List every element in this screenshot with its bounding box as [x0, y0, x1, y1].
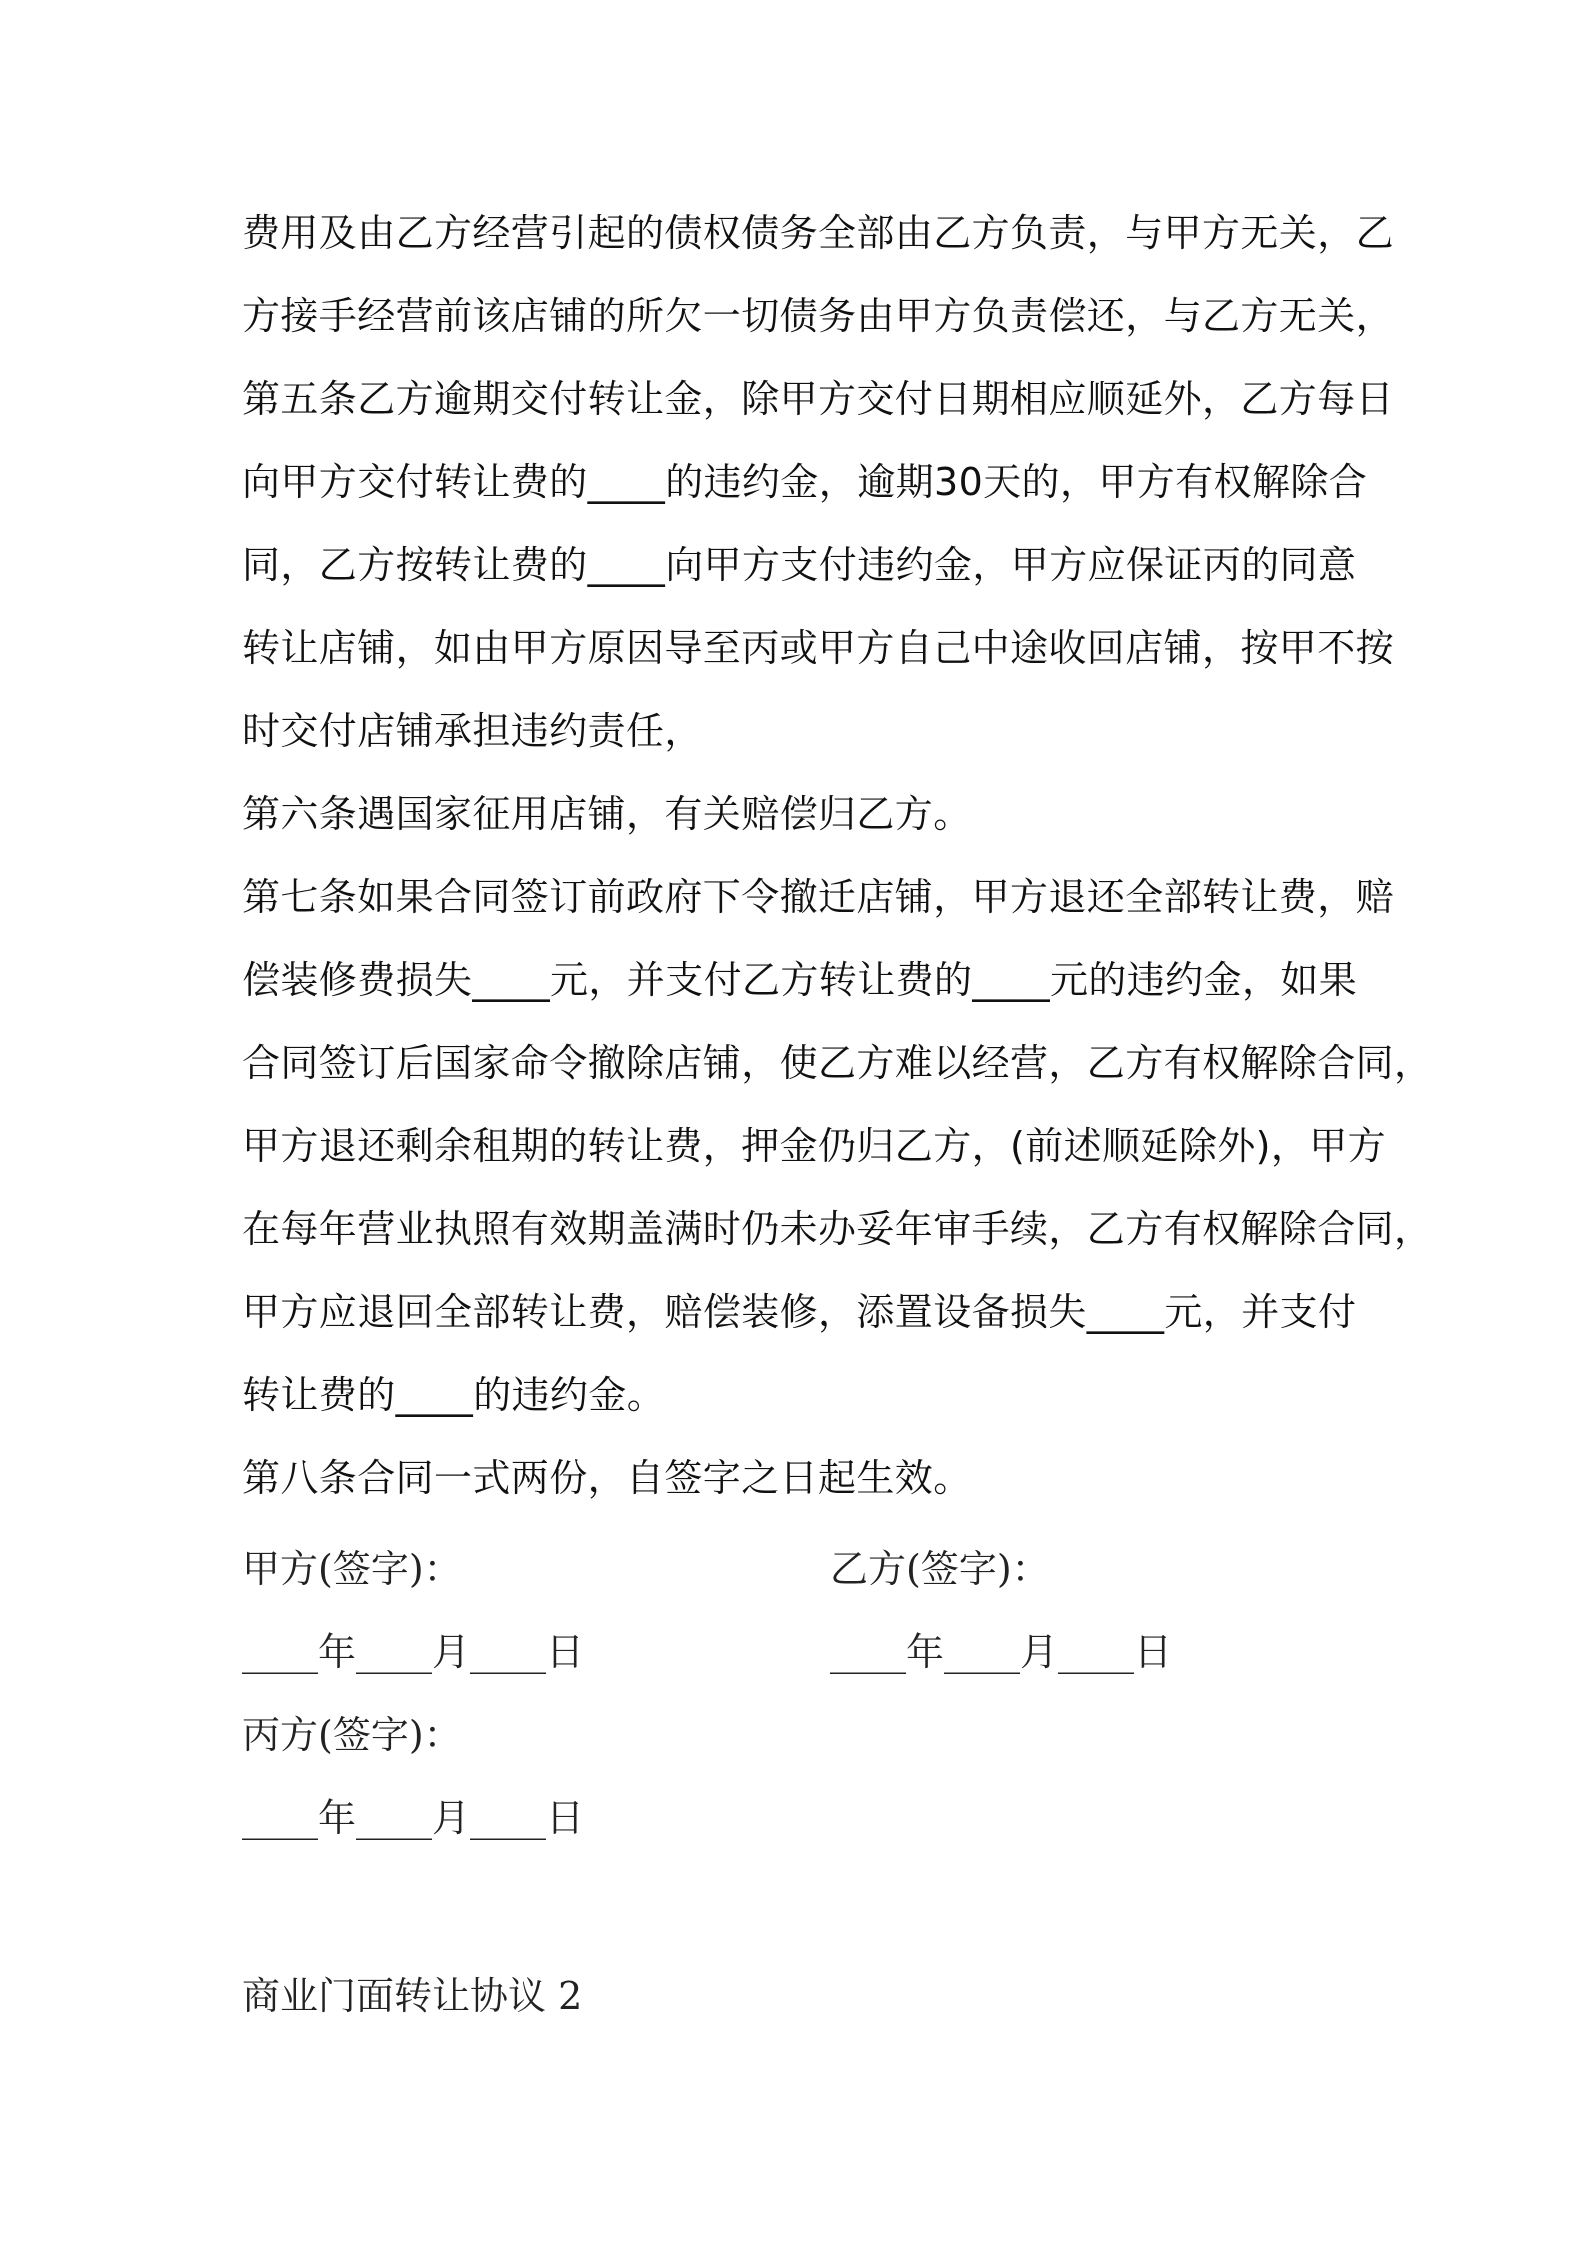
party-a-date: ____年____月____日: [242, 1630, 585, 1674]
body-line: 在每年营业执照有效期盖满时仍未办妥年审手续，乙方有权解除合同，: [242, 1207, 1433, 1251]
body-line: 向甲方交付转让费的____的违约金，逾期30天的，甲方有权解除合: [242, 460, 1368, 504]
party-a-signature-label: 甲方(签字)：: [242, 1547, 462, 1591]
party-b-date: ____年____月____日: [830, 1630, 1173, 1674]
body-line: 费用及由乙方经营引起的债权债务全部由乙方负责，与甲方无关，乙: [242, 211, 1395, 255]
body-line: 偿装修费损失____元，并支付乙方转让费的____元的违约金，如果: [242, 958, 1358, 1002]
clause-6: 第六条遇国家征用店铺，有关赔偿归乙方。: [242, 792, 972, 836]
next-document-title: 商业门面转让协议 2: [242, 1974, 583, 2018]
contract-body: [242, 192, 1433, 1520]
body-line: 同，乙方按转让费的____向甲方支付违约金，甲方应保证丙的同意: [242, 543, 1357, 587]
clause-8: 第八条合同一式两份，自签字之日起生效。: [242, 1456, 972, 1500]
body-line: 转让店铺，如由甲方原因导至丙或甲方自己中途收回店铺，按甲不按: [242, 626, 1395, 670]
body-line: 甲方应退回全部转让费，赔偿装修，添置设备损失____元，并支付: [242, 1290, 1357, 1334]
party-b-signature-label: 乙方(签字)：: [830, 1547, 1050, 1591]
party-c-signature-label: 丙方(签字)：: [242, 1713, 462, 1757]
body-line: 方接手经营前该店铺的所欠一切债务由甲方负责偿还，与乙方无关，: [242, 294, 1395, 338]
body-line: 合同签订后国家命令撤除店铺，使乙方难以经营，乙方有权解除合同，: [242, 1041, 1433, 1085]
body-line: 时交付店铺承担违约责任，: [242, 709, 703, 753]
clause-5-start: 第五条乙方逾期交付转让金，除甲方交付日期相应顺延外，乙方每日: [242, 377, 1395, 421]
body-line: 转让费的____的违约金。: [242, 1373, 666, 1417]
clause-7-start: 第七条如果合同签订前政府下令撤迁店铺，甲方退还全部转让费，赔: [242, 875, 1395, 919]
body-line: 甲方退还剩余租期的转让费，押金仍归乙方，(前述顺延除外)，甲方: [242, 1124, 1387, 1168]
party-c-date: ____年____月____日: [242, 1796, 585, 1840]
